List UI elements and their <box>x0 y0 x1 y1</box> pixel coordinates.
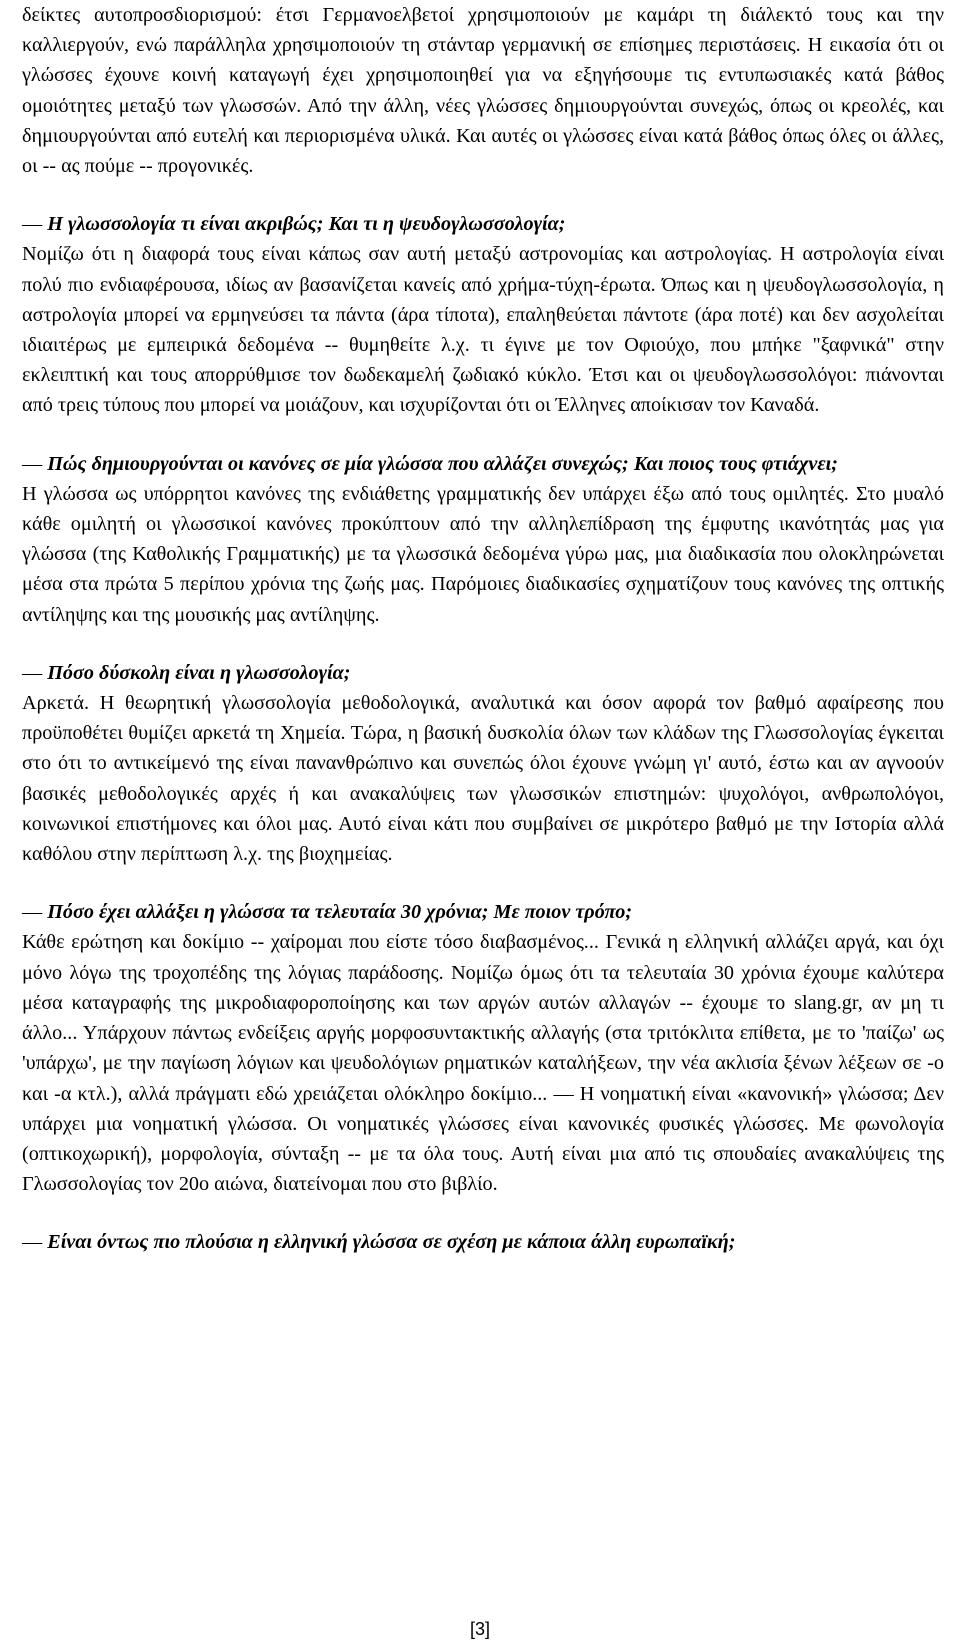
em-dash: — <box>22 213 43 236</box>
question-heading <box>22 1227 944 1257</box>
qa-block-4 <box>22 897 944 1199</box>
question-text: Πόσο δύσκολη είναι η γλωσσολογία; <box>47 661 351 684</box>
qa-block-2 <box>22 449 944 630</box>
qa-block-1 <box>22 209 944 420</box>
qa-block-5 <box>22 1227 944 1257</box>
question-text: Η γλωσσολογία τι είναι ακριβώς; Και τι η ψευδογλωσσολογία; <box>47 213 566 236</box>
document-body <box>22 0 944 1258</box>
question-heading <box>22 449 944 479</box>
page-number: [3] <box>469 1619 490 1639</box>
intro-paragraph: δείκτες αυτοπροσδιορισμού: έτσι Γερμανοελβετοί χρησιμοποιούν με καμάρι τη διάλεκτό τους και την καλλιεργούν, ενώ παράλληλα χρησιμοποιούν τη στάνταρ γερμανική σε επίσημες περιστάσεις. Η εικασία ότι οι γλώσσες έχουνε κοινή καταγωγή έχει χρησιμοποιηθεί για να εξηγήσουμε τις εντυπωσιακές κατά βάθος ομοιότητες μεταξύ των γλωσσών. Από την άλλη, νέες γλώσσες δημιουργούνται συνεχώς, όπως οι κρεολές, και δημιουργούνται από ευτελή και περιορισμένα υλικά. Και αυτές οι γλώσσες είναι κατά βάθος όπως όλες οι άλλες, οι -- ας πούμε -- προγονικές. <box>22 4 944 178</box>
answer-paragraph: Αρκετά. Η θεωρητική γλωσσολογία μεθοδολογικά, αναλυτικά και όσον αφορά τον βαθμό αφαίρεσης που προϋποθέτει θυμίζει αρκετά τη Χημεία. Τώρα, η βασική δυσκολία όλων των κλάδων της Γλωσσολογίας έγκειται στο ότι το αντικείμενό της είναι πανανθρώπινο και συνεπώς όλοι έχουνε γνώμη γι' αυτό, έστω και αν αγνοούν βασικές μεθοδολογικές αρχές ή και ανακαλύψεις των γλωσσικών επιστημών: ψυχολόγοι, ανθρωπολόγοι, κοινωνικοί επιστήμονες και όλοι μας. Αυτό είναι κάτι που συμβαίνει σε μικρότερο βαθμό με την Ιστορία αλλά καθόλου στην περίπτωση λ.χ. της βιοχημείας. <box>22 692 944 866</box>
qa-block-3 <box>22 658 944 869</box>
answer-paragraph: Νομίζω ότι η διαφορά τους είναι κάπως σαν αυτή μεταξύ αστρονομίας και αστρολογίας. Η αστρολογία είναι πολύ πιο ενδιαφέρουσα, ιδίως αν βασανίζεται κανείς από χρήμα-τύχη-έρωτα. Όπως και η ψευδογλωσσολογία, η αστρολογία μπορεί να ερμηνεύσει τα πάντα (άρα τίποτα), επαληθεύεται πάντοτε (άρα ποτέ) και δεν ασχολείται ιδιαιτέρως με εμπειρικά δεδομένα -- θυμηθείτε λ.χ. τι έγινε με τον Οφιούχο, που μπήκε "ξαφνικά" στην εκλειπτική και τους απορρύθμισε τον δωδεκαμελή ζωδιακό κύκλο. Έτσι και οι ψευδογλωσσολόγοι: πιάνονται από τρεις τύπους που μπορεί να μοιάζουν, και ισχυρίζονται ότι οι Έλληνες αποίκισαν τον Καναδά. <box>22 243 944 417</box>
answer-paragraph: Κάθε ερώτηση και δοκίμιο -- χαίρομαι που είστε τόσο διαβασμένος... Γενικά η ελληνική αλλάζει αργά, και όχι μόνο λόγω της τροχοπέδης της λόγιας παράδοσης. Νομίζω όμως ότι τα τελευταία 30 χρόνια έχουμε καλύτερα μέσα καταγραφής της μικροδιαφοροποίησης και των αργών αυτών αλλαγών -- έχουμε το slang.gr, αν μη τι άλλο... Υπάρχουν πάντως ενδείξεις αργής μορφοσυντακτικής αλλαγής (στα τριτόκλιτα επίθετα, με το 'παίζω' ως 'υπάρχω', με την παγίωση λόγιων και ψευδολόγιων ρηματικών καταλήξεων, την νέα ακλισία ξένων λέξεων σε -ο και -α κτλ.), αλλά πράγματι εδώ χρειάζεται ολόκληρο δοκίμιο... — Η νοηματική είναι «κανονική» γλώσσα; Δεν υπάρχει μια νοηματική γλώσσα. Οι νοηματικές γλώσσες είναι κανονικές φυσικές γλώσσες. Με φωνολογία (οπτικοχωρική), μορφολογία, σύνταξη -- με τα όλα τους. Αυτή είναι μια από τις σπουδαίες ανακαλύψεις της Γλωσσολογίας τον 20ο αιώνα, διατείνομαι που στο βιβλίο. <box>22 931 944 1196</box>
question-heading <box>22 209 944 239</box>
em-dash: — <box>22 1231 43 1254</box>
em-dash: — <box>22 901 43 924</box>
question-heading <box>22 897 944 927</box>
question-text: Είναι όντως πιο πλούσια η ελληνική γλώσσα σε σχέση με κάποια άλλη ευρωπαϊκή; <box>47 1231 736 1254</box>
question-heading <box>22 658 944 688</box>
question-text: Πόσο έχει αλλάξει η γλώσσα τα τελευταία 30 χρόνια; Με ποιον τρόπο; <box>47 901 633 924</box>
em-dash: — <box>22 452 43 475</box>
question-text: Πώς δημιουργούνται οι κανόνες σε μία γλώσσα που αλλάζει συνεχώς; Και ποιος τους φτιάχνει; <box>47 452 838 475</box>
em-dash: — <box>22 661 43 684</box>
answer-paragraph: Η γλώσσα ως υπόρρητοι κανόνες της ενδιάθετης γραμματικής δεν υπάρχει έξω από τους ομιλητές. Στο μυαλό κάθε ομιλητή οι γλωσσικοί κανόνες προκύπτουν από την αλληλεπίδραση της έμφυτης ικανότητάς μας για γλώσσα (της Καθολικής Γραμματικής) με τα γλωσσικά δεδομένα γύρω μας, μια διαδικασία που ολοκληρώνεται μέσα στα πρώτα 5 περίπου χρόνια της ζωής μας. Παρόμοιες διαδικασίες σχηματίζουν τους κανόνες της οπτικής αντίληψης και της μουσικής μας αντίληψης. <box>22 482 944 626</box>
